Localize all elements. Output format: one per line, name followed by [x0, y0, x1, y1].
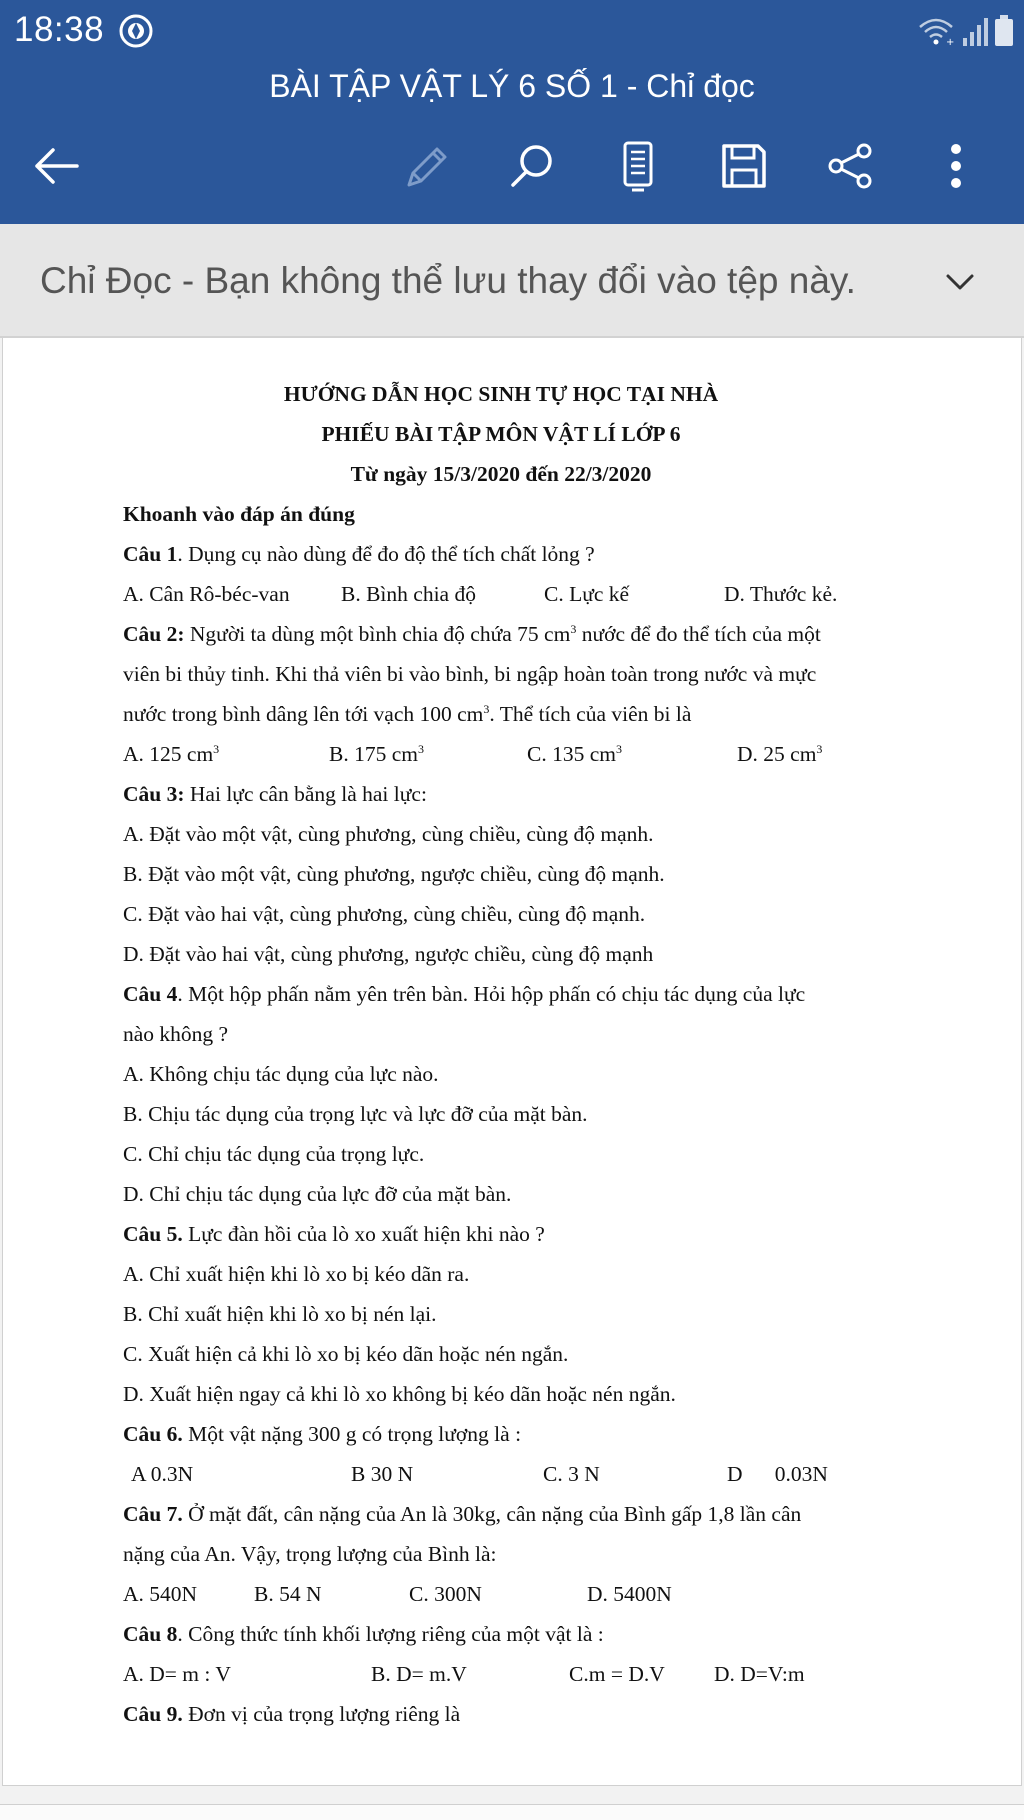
- option: C. Chỉ chịu tác dụng của trọng lực.: [123, 1142, 425, 1166]
- share-icon: [826, 142, 874, 190]
- question-6-options: [123, 1454, 903, 1494]
- option: B. Đặt vào một vật, cùng phương, ngược chiều, cùng độ mạnh.: [123, 862, 665, 886]
- signal-icon: [962, 16, 988, 46]
- doc-instruction: Khoanh vào đáp án đúng: [123, 502, 355, 526]
- option: B. D= m.V: [371, 1662, 467, 1686]
- read-only-message: Chỉ Đọc - Bạn không thể lưu thay đổi vào tệp này.: [40, 260, 856, 301]
- read-only-banner[interactable]: [0, 224, 1024, 338]
- option: C. Đặt vào hai vật, cùng phương, cùng chiều, cùng độ mạnh.: [123, 902, 646, 926]
- option: A. Cân Rô-béc-van: [123, 582, 290, 606]
- option: A. Không chịu tác dụng của lực nào.: [123, 1062, 439, 1086]
- save-icon: [720, 142, 768, 190]
- option: D. D=V:m: [714, 1662, 805, 1686]
- next-page-edge: [0, 1804, 1024, 1820]
- option: A. D= m : V: [123, 1662, 231, 1686]
- option: D 0.03N: [727, 1462, 828, 1486]
- option: C. 3 N: [543, 1462, 600, 1486]
- question-2-line-3: nước trong bình dâng lên tới vạch 100 $cm^3$. Thể tích của viên bi là: [123, 702, 692, 726]
- reading-view-icon: [618, 140, 658, 192]
- option: B. 175 $cm^3$: [329, 742, 424, 766]
- question-4-line-2: nào không ?: [123, 1022, 229, 1046]
- question-7-line-2: nặng của An. Vậy, trọng lượng của Bình là:: [123, 1542, 497, 1566]
- question-1-options: [123, 574, 903, 614]
- option: A. Đặt vào một vật, cùng phương, cùng chiều, cùng độ mạnh.: [123, 822, 654, 846]
- save-button[interactable]: [708, 130, 780, 202]
- question-2-line-2: viên bi thủy tinh. Khi thả viên bi vào bình, bi ngập hoàn toàn trong nước và mực: [123, 662, 817, 686]
- edit-button[interactable]: [390, 130, 462, 202]
- option: D. Xuất hiện ngay cả khi lò xo không bị kéo dãn hoặc nén ngắn.: [123, 1382, 676, 1406]
- more-icon: [949, 142, 963, 190]
- question-6: Câu 6. Một vật nặng 300 g có trọng lượng là :: [123, 1422, 522, 1446]
- battery-icon: [994, 15, 1014, 47]
- option: D. Chỉ chịu tác dụng của lực đỡ của mặt bàn.: [123, 1182, 512, 1206]
- question-5: Câu 5. Lực đàn hồi của lò xo xuất hiện khi nào ?: [123, 1222, 545, 1246]
- question-9: Câu 9. Đơn vị của trọng lượng riêng là: [123, 1702, 461, 1726]
- reading-view-button[interactable]: [602, 130, 674, 202]
- question-7: Câu 7. Ở mặt đất, cân nặng của An là 30kg, cân nặng của Bình gấp 1,8 lần cân: [123, 1502, 802, 1526]
- option: D. 5400N: [587, 1582, 672, 1606]
- question-8-options: [123, 1654, 903, 1694]
- app-bar: [0, 0, 1024, 224]
- option: B 30 N: [351, 1462, 414, 1486]
- chevron-down-icon[interactable]: [940, 262, 980, 302]
- more-options-button[interactable]: [920, 130, 992, 202]
- svg-text:+: +: [946, 37, 955, 47]
- document-page[interactable]: [2, 338, 1022, 1786]
- status-time: 18:38: [14, 10, 105, 49]
- question-8: Câu 8. Công thức tính khối lượng riêng của một vật là :: [123, 1622, 604, 1646]
- option: B. 54 N: [254, 1582, 322, 1606]
- share-button[interactable]: [814, 130, 886, 202]
- option: A. 125 $cm^3$: [123, 742, 220, 766]
- search-button[interactable]: [496, 130, 568, 202]
- option: B. Chỉ xuất hiện khi lò xo bị nén lại.: [123, 1302, 437, 1326]
- document-title: BÀI TẬP VẬT LÝ 6 SỐ 1 - Chỉ đọc: [269, 68, 755, 104]
- pen-icon: [401, 141, 451, 191]
- option: C. Xuất hiện cả khi lò xo bị kéo dãn hoặc nén ngắn.: [123, 1342, 569, 1366]
- doc-heading-3: Từ ngày 15/3/2020 đến 22/3/2020: [350, 462, 652, 486]
- question-3: Câu 3: Hai lực cân bằng là hai lực:: [123, 782, 427, 806]
- option: B. Chịu tác dụng của trọng lực và lực đỡ của mặt bàn.: [123, 1102, 588, 1126]
- question-2-options: [123, 734, 903, 774]
- search-icon: [507, 141, 557, 191]
- document-body: [123, 374, 903, 1734]
- back-arrow-icon: [31, 146, 81, 186]
- doc-heading-2: PHIẾU BÀI TẬP MÔN VẬT LÍ LỚP 6: [321, 422, 681, 446]
- question-4: Câu 4. Một hộp phấn nằm yên trên bàn. Hỏi hộp phấn có chịu tác dụng của lực: [123, 982, 806, 1006]
- document-canvas[interactable]: [0, 338, 1024, 1820]
- toolbar: [0, 130, 1024, 202]
- wifi-icon: [916, 15, 956, 47]
- question-7-options: [123, 1574, 903, 1614]
- option: D. 25 $cm^3$: [737, 742, 823, 766]
- back-button[interactable]: [20, 130, 92, 202]
- option: D. Đặt vào hai vật, cùng phương, ngược chiều, cùng độ mạnh: [123, 942, 654, 966]
- option: C.m = D.V: [569, 1662, 665, 1686]
- option: C. 300N: [409, 1582, 482, 1606]
- status-bar: [0, 0, 1024, 62]
- option: C. Lực kế: [544, 582, 630, 606]
- status-icons: [916, 14, 1014, 48]
- app-notification-icon: [118, 13, 154, 49]
- option: B. Bình chia độ: [341, 582, 476, 606]
- option: C. 135 $cm^3$: [527, 742, 622, 766]
- question-2: Câu 2: Người ta dùng một bình chia độ chứa 75 $cm^3$ nước để đo thể tích của một: [123, 622, 821, 646]
- option: A. Chỉ xuất hiện khi lò xo bị kéo dãn ra.: [123, 1262, 470, 1286]
- option: A 0.3N: [131, 1462, 194, 1486]
- option: A. 540N: [123, 1582, 198, 1606]
- question-1: Câu 1. Dụng cụ nào dùng để đo độ thể tích chất lỏng ?: [123, 542, 595, 566]
- option: D. Thước kẻ.: [724, 582, 838, 606]
- doc-heading-1: HƯỚNG DẪN HỌC SINH TỰ HỌC TẠI NHÀ: [283, 382, 719, 406]
